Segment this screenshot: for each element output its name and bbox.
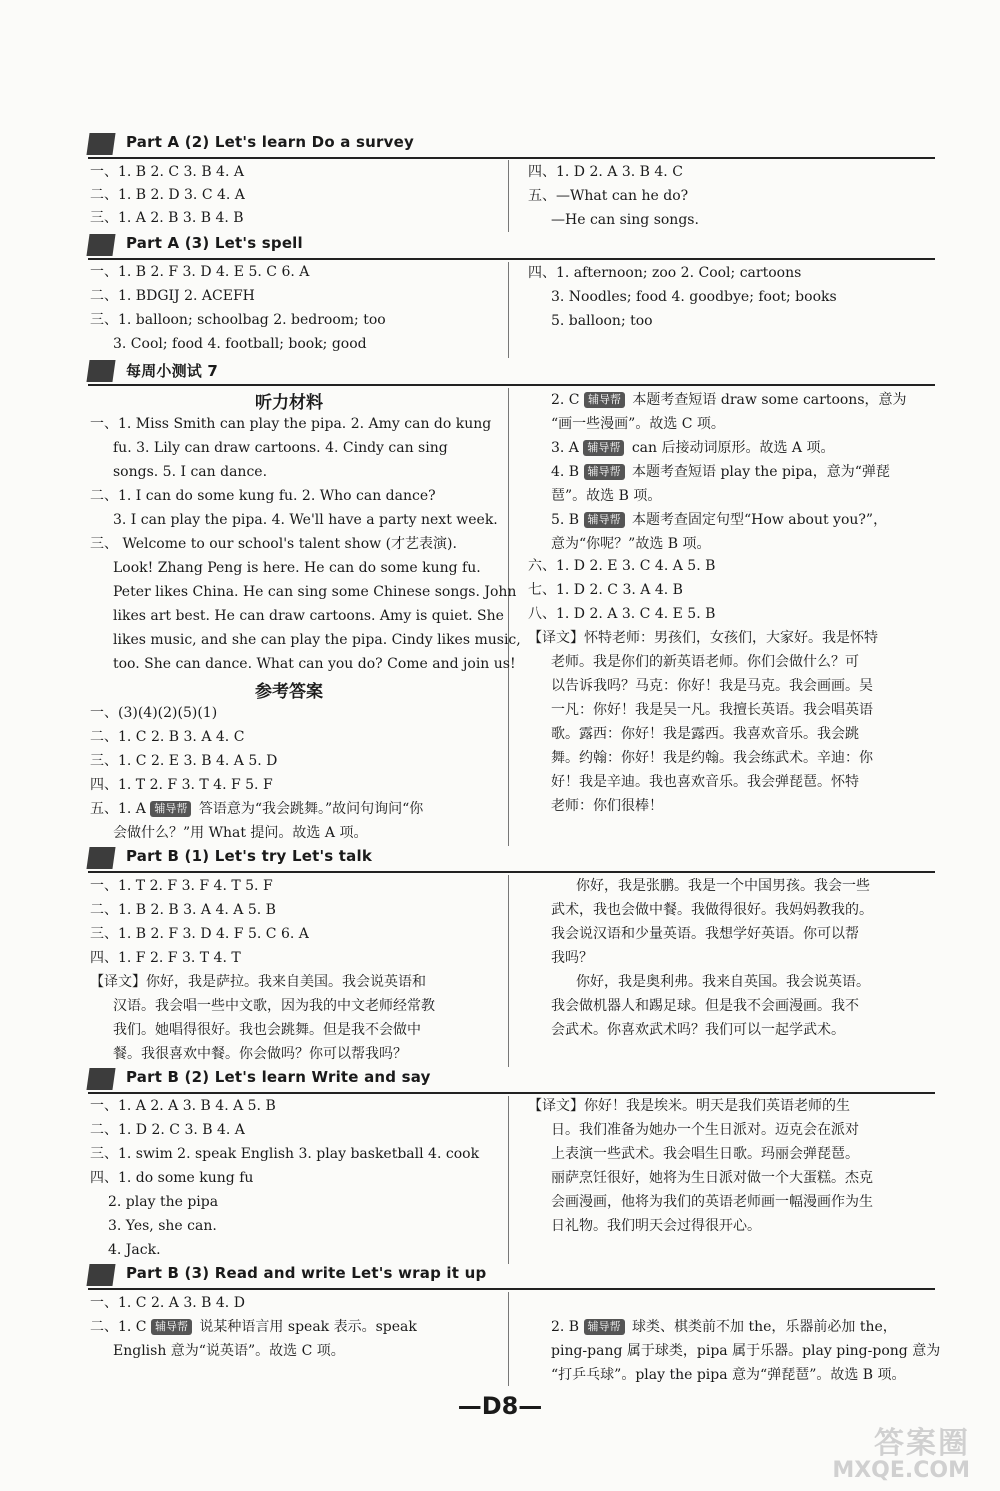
answer-line: 我们。她唱得很好。我也会跳舞。但是我不会做中 <box>113 1022 421 1038</box>
section-title: Part B (1) Let's try Let's talk <box>126 847 372 865</box>
answer-line: likes art best. He can draw cartoons. Amy is quiet. She <box>113 608 504 624</box>
answer-line: 三、1. C 2. E 3. B 4. A 5. D <box>90 753 278 769</box>
column-divider <box>508 388 509 846</box>
answer-line: 四、1. afternoon; zoo 2. Cool; cartoons <box>528 265 802 281</box>
answer-line: 二、1. I can do some kung fu. 2. Who can dance? <box>90 488 436 504</box>
answer-line: 五、1. A 辅导帮 答语意为“我会跳舞。”故问句询问“你 <box>90 801 424 817</box>
watermark-logo: 答案圈 <box>874 1426 970 1461</box>
section-title: Part B (3) Read and write Let's wrap it up <box>126 1264 487 1282</box>
answer-line: 五、—What can he do? <box>528 188 689 204</box>
answer-line: 4. Jack. <box>108 1242 161 1258</box>
section-title: Part A (3) Let's spell <box>126 234 303 252</box>
section-part-b-3 <box>88 1266 935 1290</box>
answer-line: 我会说汉语和少量英语。我想学好英语。你可以帮 <box>551 926 859 942</box>
section-marker-icon <box>86 133 115 155</box>
answer-line: likes music, and she can play the pipa. Cindy likes music, <box>113 632 521 648</box>
answer-line: 好！我是辛迪。我也喜欢音乐。我会弹琵琶。怀特 <box>551 774 859 790</box>
answer-line: fu. 3. Lily can draw cartoons. 4. Cindy can sing <box>113 440 448 456</box>
answer-line: 七、1. D 2. C 3. A 4. B <box>528 582 683 598</box>
column-divider <box>508 160 509 232</box>
answer-line: 会武术。你喜欢武术吗？我们可以一起学武术。 <box>551 1022 845 1038</box>
answer-line: 丽萨烹饪很好，她将为生日派对做一个大蛋糕。杰克 <box>551 1170 873 1186</box>
answer-line: 老师：你们很棒！ <box>551 798 663 814</box>
answer-line: 日礼物。我们明天会过得很开心。 <box>551 1218 761 1234</box>
answer-line: 2. B 辅导帮 球类、棋类前不加 the，乐器前必加 the， <box>551 1319 897 1335</box>
answer-line: 我会做机器人和踢足球。但是我不会画漫画。我不 <box>551 998 859 1014</box>
answer-line: 一、1. T 2. F 3. F 4. T 5. F <box>90 878 273 894</box>
answer-line: 2. play the pipa <box>108 1194 219 1210</box>
section-title: Part A (2) Let's learn Do a survey <box>126 133 414 151</box>
answer-line: 3. Yes, she can. <box>108 1218 217 1234</box>
answer-line: 餐。我很喜欢中餐。你会做吗？你可以帮我吗？ <box>113 1046 407 1062</box>
answer-line: 4. B 辅导帮 本题考查短语 play the pipa，意为“弹琵 <box>551 464 890 480</box>
answer-line: 六、1. D 2. E 3. C 4. A 5. B <box>528 558 716 574</box>
answer-line: 四、1. do some kung fu <box>90 1170 254 1186</box>
section-marker-icon <box>86 1068 115 1090</box>
answer-line: 三、1. swim 2. speak English 3. play basketball 4. cook <box>90 1146 480 1162</box>
tutor-badge: 辅导帮 <box>583 440 624 456</box>
column-divider <box>508 1292 509 1386</box>
answer-line: 三、1. B 2. F 3. D 4. F 5. C 6. A <box>90 926 309 942</box>
section-weekly-test-7 <box>88 362 935 386</box>
answer-line: 一、1. B 2. F 3. D 4. E 5. C 6. A <box>90 264 310 280</box>
answer-line: 【译文】你好！我是埃米。明天是我们英语老师的生 <box>528 1098 850 1114</box>
answer-line: 一凡：你好！我是吴一凡。我擅长英语。我会唱英语 <box>551 702 873 718</box>
answer-line: 3. I can play the pipa. 4. We'll have a party next week. <box>113 512 498 528</box>
answer-line: Look! Zhang Peng is here. He can do some kung fu. <box>113 560 481 576</box>
tutor-badge: 辅导帮 <box>584 512 625 528</box>
section-title: Part B (2) Let's learn Write and say <box>126 1068 431 1086</box>
answer-line: 一、(3)(4)(2)(5)(1) <box>90 705 218 721</box>
answer-line: 三、1. A 2. B 3. B 4. B <box>90 210 244 226</box>
answer-line: 你好，我是奥利弗。我来自英国。我会说英语。 <box>576 974 870 990</box>
answer-line: 四、1. D 2. A 3. B 4. C <box>528 164 683 180</box>
section-part-b-1 <box>88 849 935 873</box>
answer-line: 歌。露西：你好！我是露西。我喜欢音乐。我会跳 <box>551 726 859 742</box>
column-divider <box>508 1096 509 1264</box>
watermark <box>832 1418 970 1483</box>
answer-line: 【译文】你好，我是萨拉。我来自美国。我会说英语和 <box>90 974 426 990</box>
answer-line: 二、1. B 2. D 3. C 4. A <box>90 187 245 203</box>
answer-line: 四、1. T 2. F 3. T 4. F 5. F <box>90 777 273 793</box>
answer-line: 5. B 辅导帮 本题考查固定句型“How about you?”， <box>551 512 888 528</box>
answer-line: 三、 Welcome to our school's talent show (才艺表演). <box>90 536 457 552</box>
answer-line: 二、1. D 2. C 3. B 4. A <box>90 1122 245 1138</box>
column-divider <box>508 875 509 1067</box>
answer-line: Peter likes China. He can sing some Chinese songs. John <box>113 584 517 600</box>
answer-line: songs. 5. I can dance. <box>113 464 268 480</box>
tutor-badge: 辅导帮 <box>584 464 625 480</box>
section-marker-icon <box>86 234 115 256</box>
answer-line: 老师。我是你们的新英语老师。你们会做什么？可 <box>551 654 859 670</box>
answer-line: 三、1. balloon; schoolbag 2. bedroom; too <box>90 312 386 328</box>
answer-line: 日。我们准备为她办一个生日派对。迈克会在派对 <box>551 1122 859 1138</box>
section-marker-icon <box>86 1264 115 1286</box>
answer-line: English 意为“说英语”。故选 C 项。 <box>113 1343 345 1359</box>
answer-line: too. She can dance. What can you do? Come and join us! <box>113 656 516 672</box>
answer-line: 琶”。故选 B 项。 <box>551 488 662 504</box>
answer-line: —He can sing songs. <box>551 212 699 228</box>
answer-line: 3. Cool; food 4. football; book; good <box>113 336 367 352</box>
page-number: —D8— <box>457 1392 543 1420</box>
tutor-badge: 辅导帮 <box>150 801 191 817</box>
answer-line: 会画漫画，他将为我们的英语老师画一幅漫画作为生 <box>551 1194 873 1210</box>
answer-line: “画一些漫画”。故选 C 项。 <box>551 416 725 432</box>
column-divider <box>508 262 509 358</box>
section-part-b-2 <box>88 1070 935 1094</box>
answer-line: 武术，我也会做中餐。我做得很好。我妈妈教我的。 <box>551 902 873 918</box>
answer-line: ping-pang 属于球类，pipa 属于乐器。play ping-pong 意为 <box>551 1343 941 1359</box>
answer-line: 汉语。我会唱一些中文歌，因为我的中文老师经常教 <box>113 998 435 1014</box>
answer-line: 5. balloon; too <box>551 313 653 329</box>
listening-heading: 听力材料 <box>255 393 323 413</box>
answer-line: 2. C 辅导帮 本题考查短语 draw some cartoons，意为 <box>551 392 907 408</box>
answer-line: 舞。约翰：你好！我是约翰。我会练武术。辛迪：你 <box>551 750 873 766</box>
answer-line: 3. A 辅导帮 can 后接动词原形。故选 A 项。 <box>551 440 835 456</box>
section-marker-icon <box>86 360 115 382</box>
answers-heading: 参考答案 <box>255 682 323 702</box>
answer-line: 意为“你呢？”故选 B 项。 <box>551 536 711 552</box>
section-marker-icon <box>86 847 115 869</box>
answer-line: 二、1. C 2. B 3. A 4. C <box>90 729 245 745</box>
section-part-a-3 <box>88 236 935 260</box>
answer-line: 以告诉我吗？马克：你好！我是马克。我会画画。吴 <box>551 678 873 694</box>
answer-line: 二、1. C 辅导帮 说某种语言用 speak 表示。speak <box>90 1319 417 1335</box>
answer-line: 一、1. A 2. A 3. B 4. A 5. B <box>90 1098 276 1114</box>
answer-line: 一、1. C 2. A 3. B 4. D <box>90 1295 245 1311</box>
answer-line: 会做什么？”用 What 提问。故选 A 项。 <box>113 825 368 841</box>
answer-line: 我吗？ <box>551 950 593 966</box>
tutor-badge: 辅导帮 <box>584 1319 625 1335</box>
answer-line: 二、1. B 2. B 3. A 4. A 5. B <box>90 902 276 918</box>
tutor-badge: 辅导帮 <box>584 392 625 408</box>
answer-line: 一、1. Miss Smith can play the pipa. 2. Amy can do kung <box>90 416 492 432</box>
answer-line: 3. Noodles; food 4. goodbye; foot; books <box>551 289 837 305</box>
answer-line: 四、1. F 2. F 3. T 4. T <box>90 950 241 966</box>
section-title: 每周小测试 7 <box>126 362 219 380</box>
section-part-a-2 <box>88 135 935 159</box>
answer-line: 上表演一些武术。我会唱生日歌。玛丽会弹琵琶。 <box>551 1146 859 1162</box>
tutor-badge: 辅导帮 <box>151 1319 192 1335</box>
answer-line: 八、1. D 2. A 3. C 4. E 5. B <box>528 606 716 622</box>
answer-line: “打乒乓球”。play the pipa 意为“弹琵琶”。故选 B 项。 <box>551 1367 906 1383</box>
watermark-url: MXQE.COM <box>832 1458 970 1483</box>
answer-line: 【译文】怀特老师：男孩们，女孩们，大家好。我是怀特 <box>528 630 878 646</box>
answer-line: 一、1. B 2. C 3. B 4. A <box>90 164 244 180</box>
answer-line: 你好，我是张鹏。我是一个中国男孩。我会一些 <box>576 878 870 894</box>
answer-line: 二、1. BDGIJ 2. ACEFH <box>90 288 255 304</box>
